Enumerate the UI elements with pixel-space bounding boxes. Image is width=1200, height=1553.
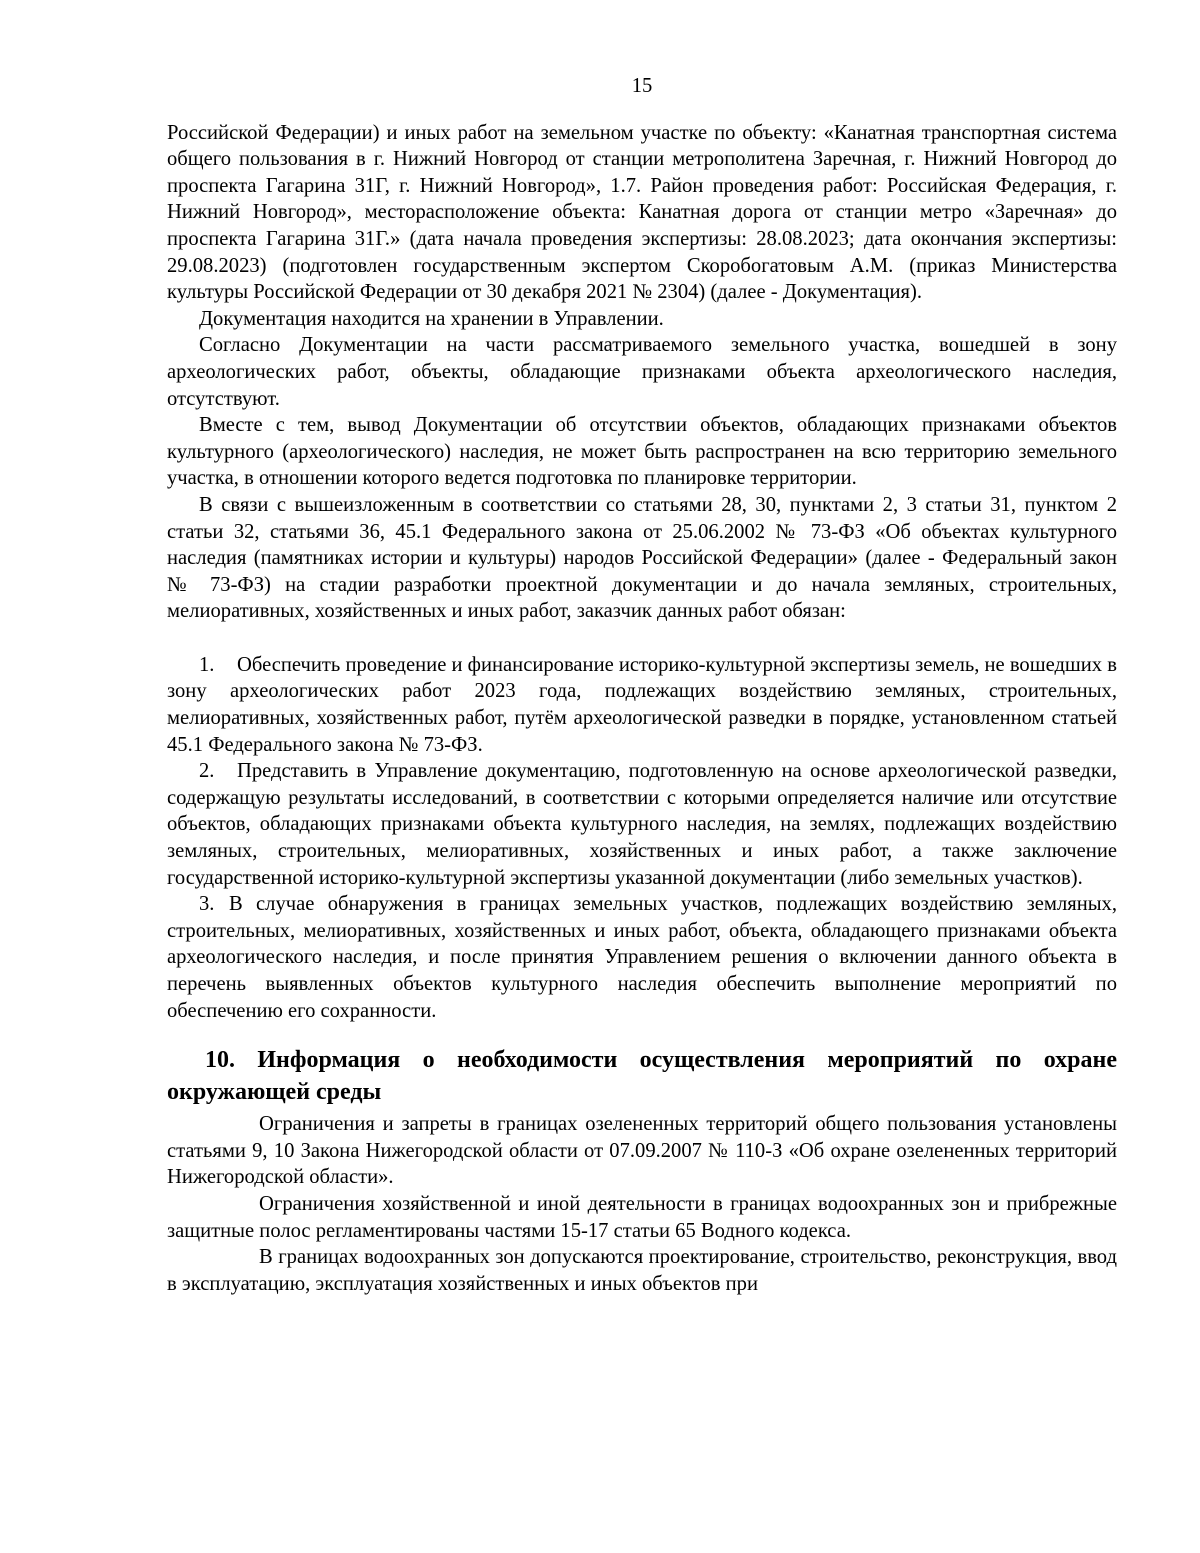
paragraph-conclusion-limit: Вместе с тем, вывод Документации об отсутствии объектов, обладающих признаками объектов культурного (археологического) наследия, не может быть распространен на всю территорию земельного участка, в отношении которого ведется подготовка по планировке территории.: [167, 414, 1117, 490]
list-item-text: Представить в Управление документацию, подготовленную на основе археологической разведки, содержащую результаты исследований, в соответствии с которыми определяется наличие или отсутствие объектов, обладающих признаками объекта культурного наследия, на землях, подлежащих воздействию земляных, строительных, мелиоративных, хозяйственных и иных работ, а также заключение государственной историко-культурной экспертизы указанной документации (либо земельных участков).: [167, 760, 1117, 889]
list-item-number: 1.: [199, 653, 215, 676]
paragraph-obligations-intro: В связи с вышеизложенным в соответствии со статьями 28, 30, пунктами 2, 3 статьи 31, пунктом 2 статьи 32, статьями 36, 45.1 Федерального закона от 25.06.2002 № 73-ФЗ «Об объектах культурного наследия (памятниках истории и культуры) народов Российской Федерации» (далее - Федеральный закон № 73-ФЗ) на стадии разработки проектной документации и до начала земляных, строительных, мелиоративных, хозяйственных и иных работ, заказчик данных работ обязан:: [167, 493, 1117, 623]
blank-line: [167, 625, 1117, 652]
list-item-number: 2.: [199, 760, 215, 783]
list-item: [167, 891, 1117, 1024]
paragraph-water-zones-permitted: В границах водоохранных зон допускаются проектирование, строительство, реконструкция, ввод в эксплуатацию, эксплуатация хозяйственных и иных объектов при: [167, 1246, 1117, 1295]
paragraph-storage: Документация находится на хранении в Управлении.: [199, 307, 664, 330]
list-item: [167, 758, 1117, 891]
paragraph-absence: Согласно Документации на части рассматриваемого земельного участка, вошедшей в зону археологических работ, объекты, обладающие признаками объекта археологического наследия, отсутствуют.: [167, 334, 1117, 410]
paragraph-continuation: Российской Федерации) и иных работ на земельном участке по объекту: «Канатная транспортная система общего пользования в г. Нижний Новгород от станции метрополитена Заречная, г. Нижний Новгород до проспекта Гагарина 31Г, г. Нижний Новгород», 1.7. Район проведения работ: Российская Федерация, г. Нижний Новгород», месторасположение объекта: Канатная дорога от станции метро «Заречная» до проспекта Гагарина 31Г.» (дата начала проведения экспертизы: 28.08.2023; дата окончания экспертизы: 29.08.2023) (подготовлен государственным экспертом Скоробогатовым А.М. (приказ Министерства культуры Российской Федерации от 30 декабря 2021 № 2304) (далее - Документация).: [167, 121, 1117, 304]
list-item-text: Обеспечить проведение и финансирование историко-культурной экспертизы земель, не вошедших в зону археологических работ 2023 года, подлежащих воздействию земляных, строительных, мелиоративных, хозяйственных работ, путём археологической разведки в порядке, установленном статьей 45.1 Федерального закона № 73-ФЗ.: [167, 653, 1117, 756]
list-item-text: В случае обнаружения в границах земельных участков, подлежащих воздействию земляных, строительных, мелиоративных, хозяйственных и иных работ, объекта, обладающего признаками объекта археологического наследия, и после принятия Управлением решения о включении данного объекта в перечень выявленных объектов культурного наследия обеспечить выполнение мероприятий по обеспечению его сохранности.: [167, 893, 1117, 1022]
list-item: [167, 652, 1117, 758]
section-heading: 10. Информация о необходимости осуществления мероприятий по охране окружающей среды: [167, 1047, 1117, 1106]
page-number: 15: [631, 75, 653, 97]
paragraph-water-zones: Ограничения хозяйственной и иной деятельности в границах водоохранных зон и прибрежные защитные полос регламентированы частями 15-17 статьи 65 Водного кодекса.: [167, 1192, 1117, 1242]
paragraph-green-areas: Ограничения и запреты в границах озелененных территорий общего пользования установлены статьями 9, 10 Закона Нижегородской области от 07.09.2007 № 110-З «Об охране озелененных территорий Нижегородской области».: [167, 1113, 1117, 1189]
list-item-number: 3.: [199, 893, 215, 916]
